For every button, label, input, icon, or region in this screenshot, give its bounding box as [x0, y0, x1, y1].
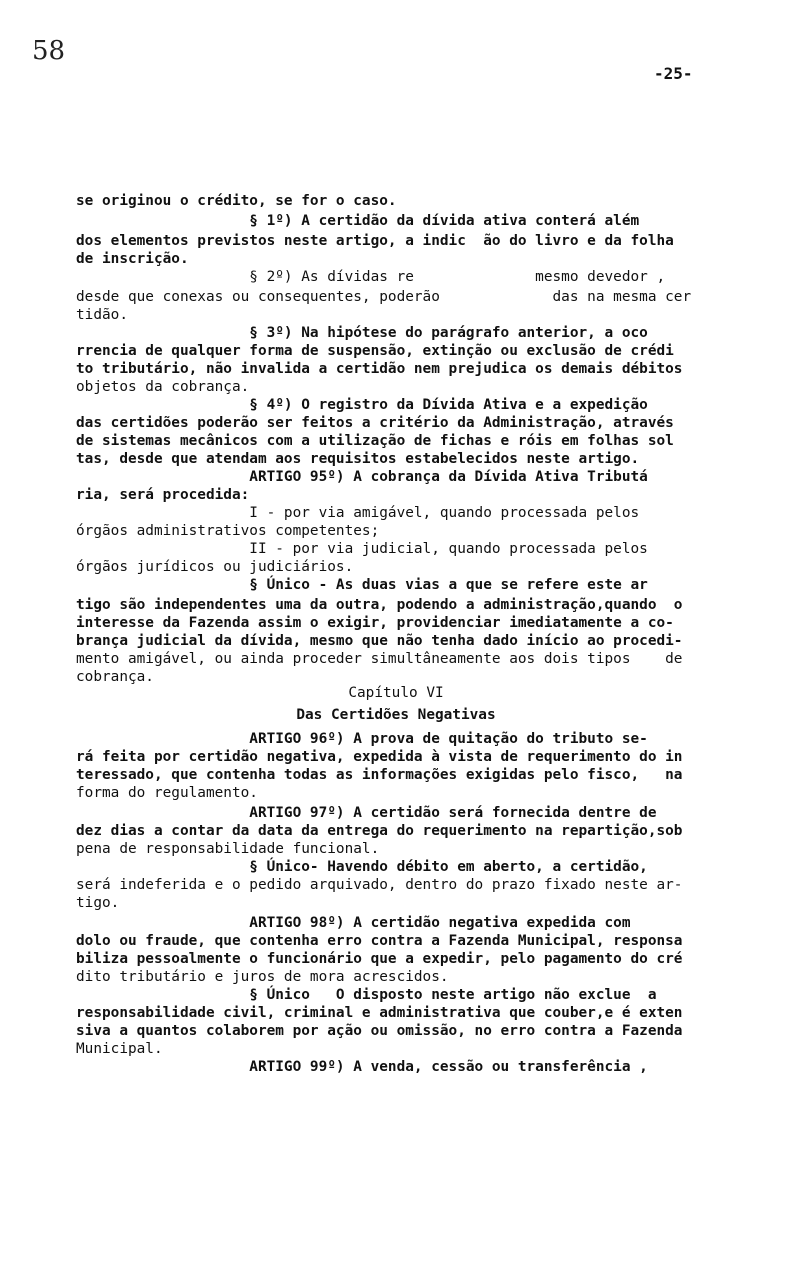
text-line: se originou o crédito, se for o caso. — [76, 193, 397, 209]
text-line: to tributário, não invalida a certidão nem prejudica os demais débitos — [76, 361, 683, 377]
text-line: dolo ou fraude, que contenha erro contra a Fazenda Municipal, responsa — [76, 933, 683, 949]
text-line: objetos da cobrança. — [76, 379, 250, 395]
text-line: ARTIGO 97º) A certidão será fornecida dentre de — [76, 805, 657, 821]
text-line: II - por via judicial, quando processada pelos — [76, 541, 648, 557]
text-line: tigo. — [76, 895, 120, 911]
text-line: § Único- Havendo débito em aberto, a certidão, — [76, 859, 648, 875]
text-line: ARTIGO 98º) A certidão negativa expedida com — [76, 915, 631, 931]
text-line: ARTIGO 95º) A cobrança da Dívida Ativa Tributá — [76, 469, 648, 485]
text-line: rá feita por certidão negativa, expedida à vista de requerimento do in — [76, 749, 683, 765]
text-line: interesse da Fazenda assim o exigir, providenciar imediatamente a co- — [76, 615, 674, 631]
text-line: dez dias a contar da data da entrega do requerimento na repartição,sob — [76, 823, 683, 839]
text-line: órgãos administrativos competentes; — [76, 523, 380, 539]
text-line: § Único O disposto neste artigo não exclue a — [76, 987, 657, 1003]
text-line: teressado, que contenha todas as informações exigidas pelo fisco, na — [76, 767, 683, 783]
text-line: tidão. — [76, 307, 128, 323]
text-line: siva a quantos colaborem por ação ou omissão, no erro contra a Fazenda — [76, 1023, 683, 1039]
folio-number: -25- — [654, 64, 693, 83]
section-heading: Das Certidões Negativas — [296, 707, 496, 723]
text-line: tas, desde que atendam aos requisitos estabelecidos neste artigo. — [76, 451, 640, 467]
text-line: responsabilidade civil, criminal e administrativa que couber,e é exten — [76, 1005, 683, 1021]
text-line: Municipal. — [76, 1041, 163, 1057]
text-line: das certidões poderão ser feitos a critério da Administração, através — [76, 415, 674, 431]
text-line: § 2º) As dívidas re mesmo devedor , — [76, 269, 666, 285]
text-line: pena de responsabilidade funcional. — [76, 841, 380, 857]
text-line: ARTIGO 96º) A prova de quitação do tributo se- — [76, 731, 648, 747]
text-line: será indeferida e o pedido arquivado, dentro do prazo fixado neste ar- — [76, 877, 683, 893]
text-line: I - por via amigável, quando processada pelos — [76, 505, 640, 521]
text-line: forma do regulamento. — [76, 785, 258, 801]
text-line: de sistemas mecânicos com a utilização de fichas e róis em folhas sol — [76, 433, 674, 449]
text-line: cobrança. — [76, 669, 154, 685]
text-line: biliza pessoalmente o funcionário que a expedir, pelo pagamento do cré — [76, 951, 683, 967]
text-line: brança judicial da dívida, mesmo que não tenha dado início ao procedi- — [76, 633, 683, 649]
page-number: 58 — [32, 36, 66, 66]
text-line: rrencia de qualquer forma de suspensão, extinção ou exclusão de crédi — [76, 343, 674, 359]
text-line: desde que conexas ou consequentes, poderão das na mesma cer — [76, 289, 692, 305]
text-line: ria, será procedida: — [76, 487, 250, 503]
text-line: órgãos jurídicos ou judiciários. — [76, 559, 354, 575]
text-line: mento amigável, ou ainda proceder simultâneamente aos dois tipos de — [76, 651, 683, 667]
text-line: § 1º) A certidão da dívida ativa conterá além — [76, 213, 640, 229]
text-line: § 3º) Na hipótese do parágrafo anterior, a oco — [76, 325, 648, 341]
text-line: § Único - As duas vias a que se refere este ar — [76, 577, 648, 593]
text-line: dos elementos previstos neste artigo, a indic ão do livro e da folha — [76, 233, 674, 249]
text-line: de inscrição. — [76, 251, 189, 267]
text-line: tigo são independentes uma da outra, podendo a administração,quando o — [76, 597, 683, 613]
text-line: § 4º) O registro da Dívida Ativa e a expedição — [76, 397, 648, 413]
text-line: ARTIGO 99º) A venda, cessão ou transferência , — [76, 1059, 648, 1075]
text-line: dito tributário e juros de mora acrescidos. — [76, 969, 449, 985]
section-heading: Capítulo VI — [348, 685, 444, 701]
